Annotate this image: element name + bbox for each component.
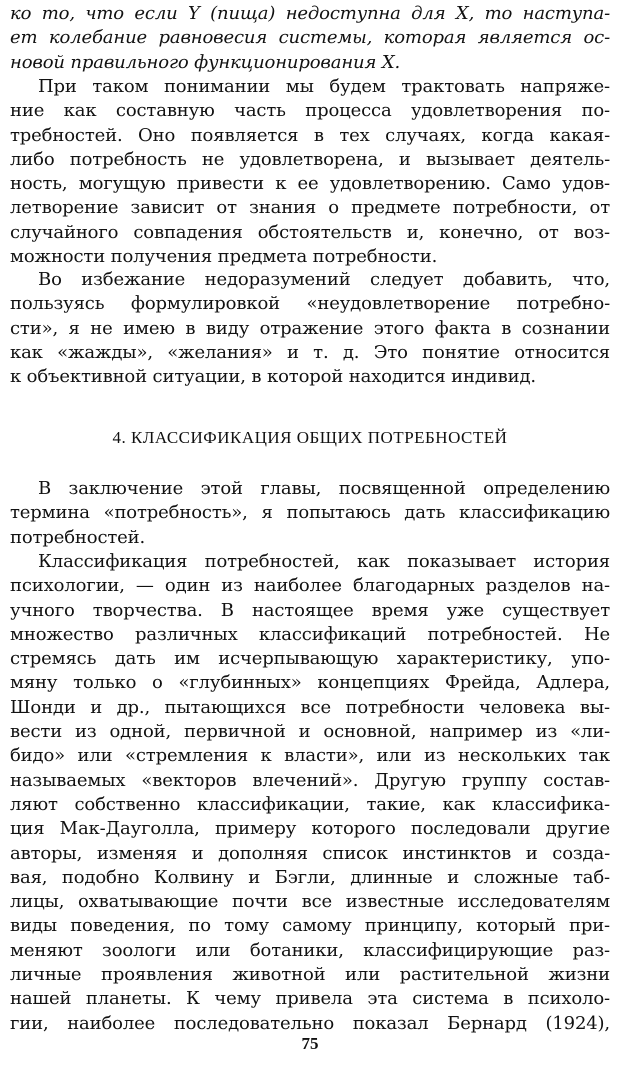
- text-line: психологии, — один из наиболее благодарных разделов на-: [10, 575, 610, 597]
- text-line: как «жажды», «желания» и т. д. Это понятие относится: [10, 341, 610, 363]
- text-line: Классификация потребностей, как показывает история: [38, 551, 610, 572]
- paragraph-classification: [10, 550, 610, 1036]
- text-line: мяну только о «глубинных» концепциях Фрейда, Адлера,: [10, 672, 610, 694]
- text-line: ляют собственно классификации, такие, как классифика-: [10, 793, 610, 815]
- text-line: можности получения предмета потребности.: [10, 246, 438, 268]
- text-line: либо потребность не удовлетворена, и вызывает деятель-: [10, 148, 610, 170]
- text-line: лицы, охватывающие почти все известные исследователям: [10, 891, 610, 913]
- text-line: новой правильного функционирования X.: [10, 51, 401, 73]
- text-line: требностей. Оно появляется в тех случаях, когда какая-: [10, 124, 610, 146]
- text-line: стремясь дать им исчерпывающую характеристику, упо-: [10, 648, 610, 670]
- page-number: 75: [301, 1034, 319, 1053]
- text-line: ность, могущую привести к ее удовлетворению. Само удов-: [10, 173, 610, 195]
- section-heading: 4. КЛАССИФИКАЦИЯ ОБЩИХ ПОТРЕБНОСТЕЙ: [112, 428, 508, 447]
- paragraph-tension: [10, 75, 610, 269]
- text-line: сти», я не имею в виду отражение этого факта в сознании: [10, 317, 610, 339]
- text-line: называемых «векторов влечений». Другую группу состав-: [10, 769, 610, 791]
- text-line: Шонди и др., пытающихся все потребности человека вы-: [10, 696, 610, 718]
- text-line: к объективной ситуации, в которой находится индивид.: [10, 366, 536, 388]
- text-line: множество различных классификаций потребностей. Не: [10, 623, 610, 645]
- text-line: личные проявления животной или растительной жизни: [10, 964, 610, 986]
- text-line: меняют зоологи или ботаники, классифицирующие раз-: [10, 939, 610, 961]
- text-line: авторы, изменяя и дополняя список инстинктов и созда-: [10, 842, 610, 864]
- text-line: В заключение этой главы, посвященной определению: [38, 478, 610, 499]
- text-line: ция Мак-Дауголла, примеру которого последовали другие: [10, 818, 610, 840]
- text-line: ет колебание равновесия системы, которая является ос-: [10, 27, 610, 49]
- text-line: летворение зависит от знания о предмете потребности, от: [10, 197, 610, 219]
- text-line: бидо» или «стремления к власти», или из нескольких так: [10, 745, 610, 767]
- text-line: При таком понимании мы будем трактовать напряже-: [38, 76, 610, 97]
- text-line: случайного совпадения обстоятельств и, конечно, от воз-: [10, 221, 610, 243]
- paragraph-clarification: [10, 268, 610, 389]
- text-line: виды поведения, по тому самому принципу, который при-: [10, 915, 610, 937]
- text-line: гии, наиболее последовательно показал Бернард (1924),: [10, 1012, 610, 1034]
- text-line: термина «потребность», я попытаюсь дать классификацию: [10, 502, 610, 524]
- paragraph-continued-italic: [10, 2, 610, 75]
- text-line: потребностей.: [10, 526, 146, 548]
- text-line: пользуясь формулировкой «неудовлетворение потребно-: [10, 293, 610, 315]
- text-line: учного творчества. В настоящее время уже существует: [10, 599, 610, 621]
- text-line: нашей планеты. К чему привела эта система в психоло-: [10, 988, 610, 1010]
- text-line: Во избежание недоразумений следует добавить, что,: [38, 269, 610, 290]
- text-line: ко то, что если Y (пища) недоступна для X, то наступа-: [10, 3, 610, 24]
- paragraph-conclusion: [10, 477, 610, 550]
- text-line: вая, подобно Колвину и Бэгли, длинные и сложные таб-: [10, 866, 610, 888]
- text-line: ние как составную часть процесса удовлетворения по-: [10, 100, 610, 122]
- text-line: вести из одной, первичной и основной, например из «ли-: [10, 721, 610, 743]
